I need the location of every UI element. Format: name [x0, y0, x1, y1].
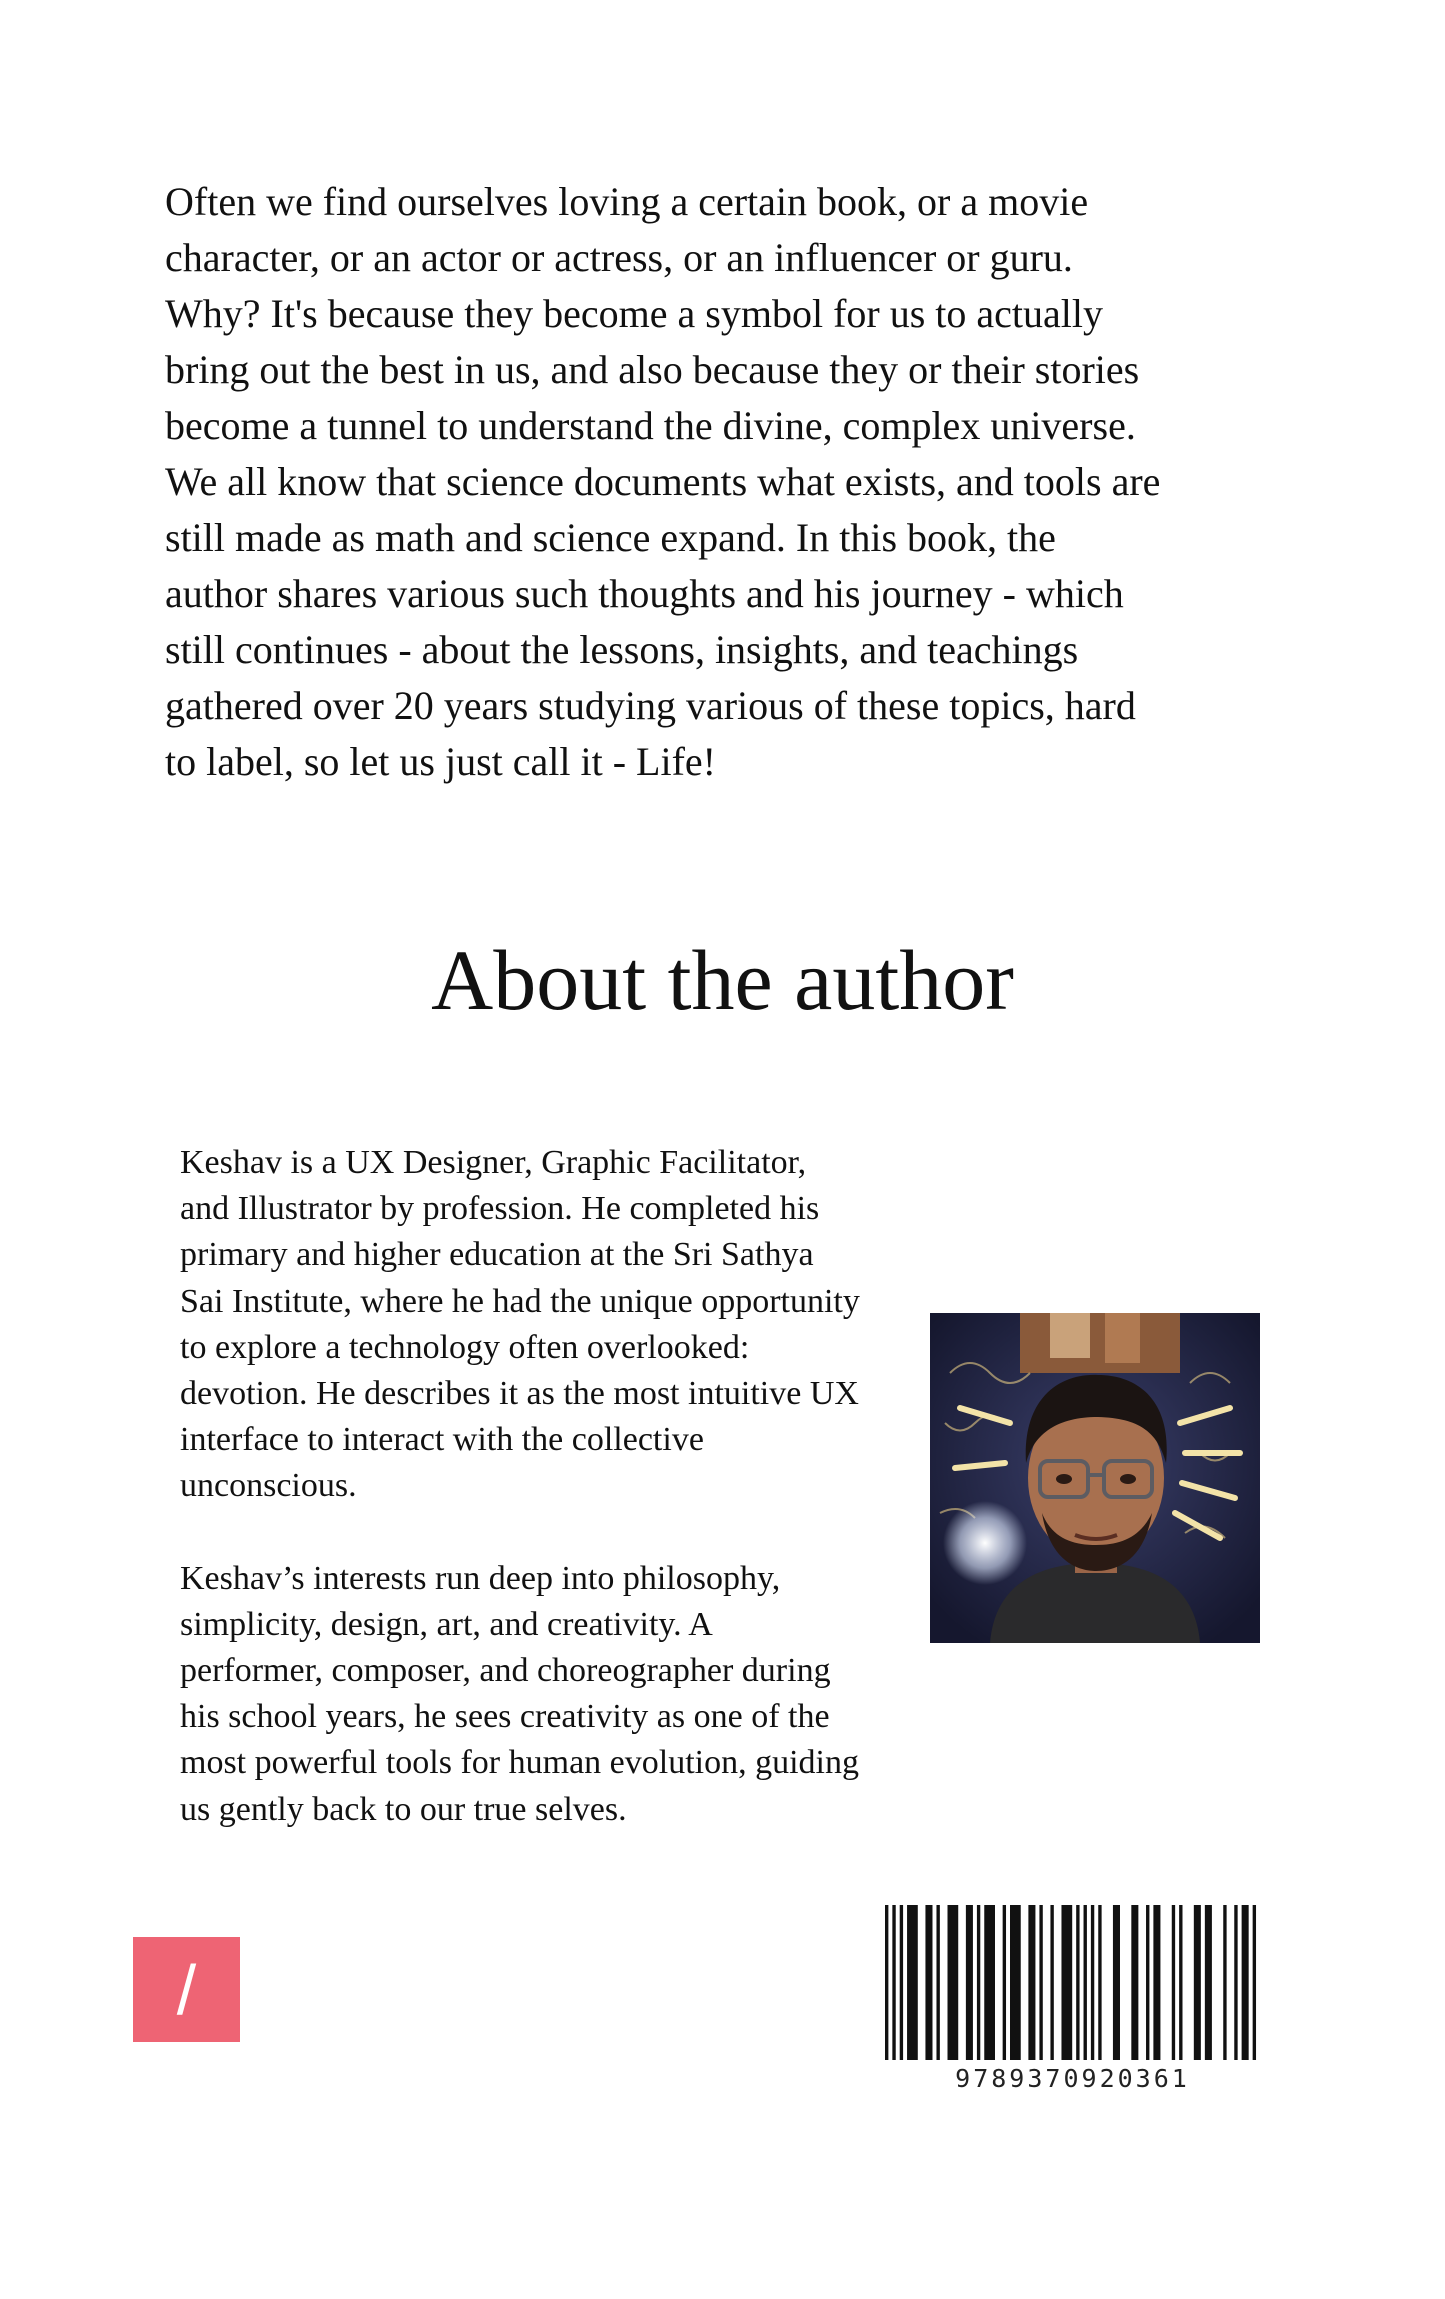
- barcode-bar: [1253, 1905, 1256, 2060]
- barcode-bar: [1091, 1905, 1094, 2060]
- barcode-bar: [966, 1905, 973, 2060]
- author-bio-paragraph: Keshav is a UX Designer, Graphic Facilitator, and Illustrator by profession. He completed his primary and higher education at the Sri Sathya Sai Institute, where he had the unique opportunity to explore a technology often overlooked: devotion. He describes it as the most intuitive UX interface to interact with the collective unconscious.: [180, 1144, 860, 1505]
- about-author-heading: About the author: [431, 932, 1014, 1028]
- barcode-bar: [1050, 1905, 1053, 2060]
- barcode-bar: [977, 1905, 980, 2060]
- isbn-number: 9789370920361: [955, 2064, 1190, 2093]
- barcode-bar: [1205, 1905, 1212, 2060]
- barcode-bar: [1242, 1905, 1249, 2060]
- barcode-bar: [1223, 1905, 1226, 2060]
- barcode-bar: [907, 1905, 918, 2060]
- barcode-bar: [885, 1905, 888, 2060]
- author-portrait-icon: [930, 1313, 1260, 1643]
- barcode-bar: [1003, 1905, 1006, 2060]
- publisher-logo-mark: /: [176, 1950, 197, 2029]
- barcode-bar: [1146, 1905, 1149, 2060]
- author-bio: [180, 1140, 900, 1833]
- author-bio-paragraph: Keshav’s interests run deep into philosophy, simplicity, design, art, and creativity. A performer, composer, and choreographer during his school years, he sees creativity as one of the most powerful tools for human evolution, guiding us gently back to our true selves.: [180, 1559, 859, 1828]
- author-photo: [930, 1313, 1260, 1643]
- publisher-logo: [133, 1937, 240, 2042]
- barcode-bar: [892, 1905, 895, 2060]
- barcode-bar: [936, 1905, 939, 2060]
- barcode-bar: [1113, 1905, 1120, 2060]
- barcode-bar: [948, 1905, 959, 2060]
- barcode-bar: [1084, 1905, 1087, 2060]
- barcode-bar: [1131, 1905, 1138, 2060]
- barcode-bar: [925, 1905, 932, 2060]
- barcode-bar: [1010, 1905, 1021, 2060]
- barcode-bar: [1234, 1905, 1237, 2060]
- barcode-bar: [1076, 1905, 1079, 2060]
- barcode-bar: [984, 1905, 995, 2060]
- barcode-bar: [1172, 1905, 1175, 2060]
- isbn-barcode: [885, 1905, 1260, 2060]
- barcode-icon: [885, 1905, 1260, 2060]
- barcode-bar: [1028, 1905, 1035, 2060]
- back-cover-blurb: Often we find ourselves loving a certain book, or a movie character, or an actor or actress, or an influencer or guru. Why? It's because they become a symbol for us to actually bring out the best in us, and also because they or their stories become a tunnel to understand the divine, complex universe. We all know that science documents what exists, and tools are still made as math and science expand. In this book, the author shares various such thoughts and his journey - which still continues - about the lessons, insights, and teachings gathered over 20 years studying various of these topics, hard to label, so let us just call it - Life!: [165, 179, 1161, 784]
- barcode-bar: [1061, 1905, 1072, 2060]
- barcode-bar: [1153, 1905, 1160, 2060]
- barcode-bar: [1039, 1905, 1042, 2060]
- barcode-bar: [1098, 1905, 1101, 2060]
- barcode-bar: [1179, 1905, 1182, 2060]
- barcode-bar: [900, 1905, 903, 2060]
- barcode-bar: [1194, 1905, 1201, 2060]
